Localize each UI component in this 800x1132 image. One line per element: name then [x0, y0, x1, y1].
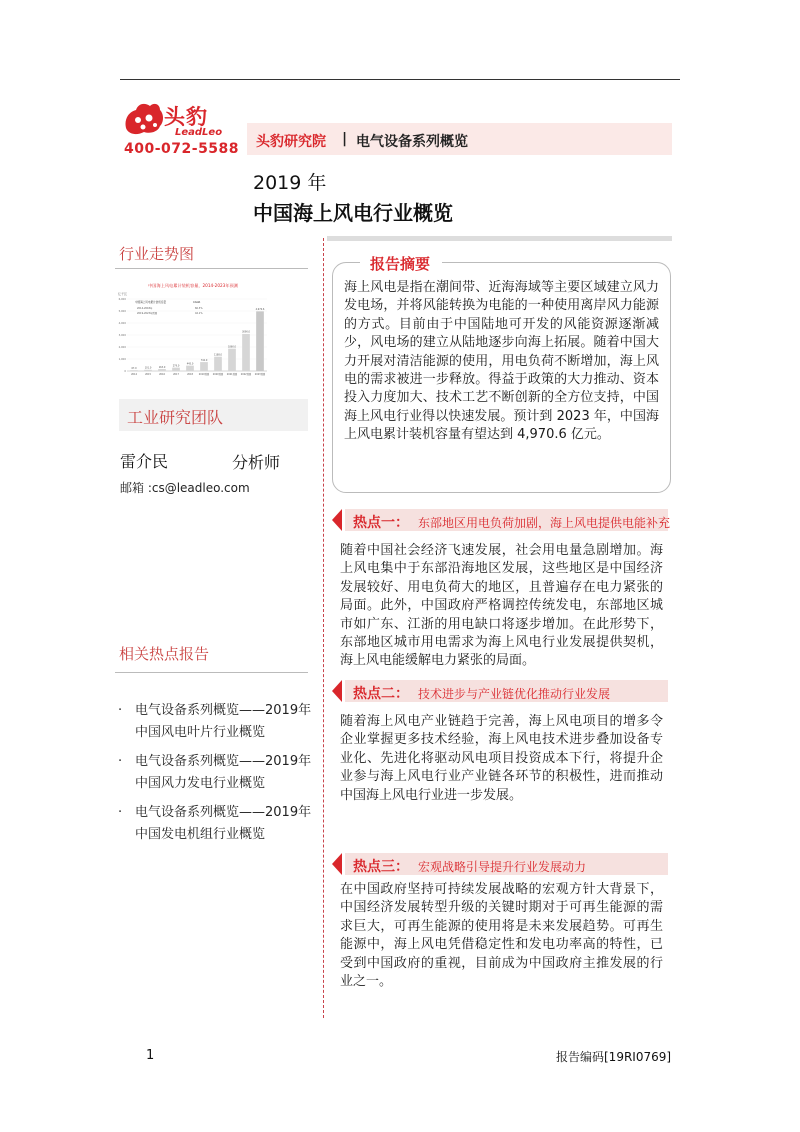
chart-x-tick-label: 2023预测 — [254, 373, 266, 376]
chart-data-label: 1188.0 — [213, 353, 223, 357]
chart-x-tick-label: 2015 — [145, 373, 151, 376]
analyst-name: 雷介民 — [120, 452, 169, 471]
brand-subtitle: LeadLeo — [175, 127, 223, 138]
chart-data-label: 4,970.6 — [255, 308, 265, 312]
related-report-item[interactable] — [118, 700, 313, 744]
chart-y-tick-label: 1,000 — [118, 358, 126, 361]
chart-bar — [228, 349, 236, 371]
chart-y-tick-label: 0 — [124, 370, 126, 373]
chart-x-tick-label: 2014 — [131, 373, 137, 376]
summary-text: 海上风电是指在潮间带、近海海域等主要区域建立风力发电场，并将风能转换为电能的一种使用离岸风力能源的方式。目前由于中国陆地可开发的风能资源逐渐减少，风电场的建立从陆地逐步向海上拓展。随着中国大力开展对清洁能源的使用，用电负荷不断增加，海上风电的需求被进一步释放。得益于政策的大力推动、资本投入力度加大、技术工艺不断创新的全方位支持，中国海上风电行业得以快速发展。预计到 2023 年，中国海上风电累计装机容量有望达到 4,970.6 亿元。 — [344, 280, 659, 443]
chart-x-tick-label: 2019预测 — [198, 373, 210, 376]
hotspot-1-subtitle: 东部地区用电负荷加剧，海上风电提供电能补充 — [418, 516, 670, 530]
related-report-link[interactable]: 电气设备系列概览——2019年中国发电机组行业概览 — [135, 805, 312, 842]
chart-y-tick-label: 4,000 — [118, 322, 126, 325]
chart-legend-period: 2014-2018年 — [137, 307, 153, 310]
chart-bar — [214, 357, 222, 371]
chart-data-label: 279.0 — [172, 364, 180, 368]
chart-bar — [242, 334, 250, 371]
chart-bar — [158, 369, 166, 371]
related-heading: 相关热点报告 — [119, 645, 210, 663]
hotspot-3-label: 热点三： — [353, 859, 409, 875]
brand-name: 头豹 — [164, 105, 208, 129]
chevron-left-icon — [332, 509, 342, 531]
page-title: 中国海上风电行业概览 — [253, 201, 453, 225]
report-code: 报告编码[19RI0769] — [556, 1050, 672, 1064]
chart-x-tick-label: 2021预测 — [226, 373, 238, 376]
chart-x-tick-label: 2017 — [173, 373, 179, 376]
related-report-link[interactable]: 电气设备系列概览——2019年中国风力发电行业概览 — [135, 754, 312, 791]
analyst-role: 分析师 — [232, 453, 281, 472]
chart-bar — [256, 311, 264, 371]
hotspot-2-subtitle: 技术进步与产业链优化推动行业发展 — [418, 687, 611, 701]
hotspot-2-text: 随着海上风电产业链趋于完善，海上风电项目的增多令企业掌握更多技术经验，海上风电技术进步叠加设备专业化、先进化将驱动风电项目投资成本下行，将提升企业参与海上风电行业产业链各环节的积极性，进而推动中国海上风电行业进一步发展。 — [340, 714, 663, 803]
chevron-left-icon — [332, 853, 342, 875]
chart-legend-value: 42.1% — [195, 312, 203, 315]
chart-y-tick-label: 2,000 — [118, 346, 126, 349]
chart-data-label: 3090.0 — [241, 330, 251, 334]
chart-legend-label: 中国海上风电累计装机容量 — [135, 301, 167, 304]
trend-chart — [115, 275, 275, 385]
chart-bar — [144, 370, 152, 371]
chart-x-tick-label: 2016 — [159, 373, 165, 376]
series-name: 电气设备系列概览 — [356, 134, 468, 150]
chart-x-tick-label: 2018 — [187, 373, 193, 376]
chart-bar — [130, 370, 138, 371]
chart-legend-cagr: CAGR — [193, 301, 201, 304]
chart-data-label: 445.0 — [186, 362, 194, 366]
analyst-email[interactable]: 邮箱 :cs@leadleo.com — [120, 481, 250, 495]
summary-title: 报告摘要 — [370, 255, 431, 273]
chart-data-label: 742.0 — [200, 358, 208, 362]
hotspot-2-label: 热点二： — [353, 686, 409, 702]
page-number: 1 — [146, 1048, 155, 1063]
hotspot-1-label: 热点一： — [353, 515, 409, 531]
chart-bar — [186, 366, 194, 371]
report-year: 2019 年 — [253, 172, 327, 194]
top-rule — [120, 79, 680, 80]
trend-heading: 行业走势图 — [119, 245, 195, 263]
chart-y-tick-label: 3,000 — [118, 334, 126, 337]
phone-number: 400-072-5588 — [124, 141, 240, 157]
chevron-left-icon — [332, 680, 342, 702]
related-heading-rule — [115, 672, 308, 673]
chart-legend — [135, 300, 203, 315]
chart-legend-period: 2019-2023年预测 — [137, 312, 158, 315]
chart-y-tick-label: 6,000 — [118, 298, 126, 301]
chart-ylabel: 亿千瓦 — [118, 292, 128, 296]
chart-x-tick-label: 2020预测 — [212, 373, 224, 376]
related-report-item[interactable] — [118, 802, 313, 846]
institute-name: 头豹研究院 — [256, 134, 326, 150]
column-divider — [323, 238, 324, 1018]
chart-bar — [200, 362, 208, 371]
hotspot-1-text: 随着中国社会经济飞速发展，社会用电量急剧增加。海上风电集中于东部沿海地区发展，这些地区是中国经济发展较好、用电负荷大的地区，且普遍存在电力紧张的局面。此外，中国政府严格调控传统发电，东部地区城市如广东、江浙的用电缺口将逐步增加。在此形势下，东部地区城市用电需求为海上风电行业发展提供契机，海上风电能缓解电力紧张的局面。 — [340, 543, 663, 669]
summary-top-bar — [327, 236, 672, 241]
chart-title: 中国海上风电累计装机容量，2014-2023年预测 — [148, 283, 238, 288]
hotspot-3-subtitle: 宏观战略引导提升行业发展动力 — [418, 860, 587, 874]
chart-bars — [130, 308, 266, 376]
bullet-icon: · — [118, 805, 123, 820]
chart-x-tick-label: 2022预测 — [240, 373, 252, 376]
hotspot-3-text: 在中国政府坚持可持续发展战略的宏观方针大背景下，中国经济发展转型升级的关键时期对于可再生能源的需求巨大，可再生能源的使用将是未来发展趋势。可再生能源中，海上风电凭借稳定性和发电功率高的特性，已受到中国政府的重视，目前成为中国政府主推发展的行业之一。 — [340, 882, 663, 990]
chart-data-label: 1860.0 — [227, 345, 237, 349]
chart-y-tick-label: 5,000 — [118, 310, 126, 313]
chart-data-label: 101.0 — [144, 366, 152, 370]
related-report-link[interactable]: 电气设备系列概览——2019年中国风电叶片行业概览 — [135, 703, 312, 740]
bullet-icon: · — [118, 754, 123, 769]
chart-data-label: 67.0 — [131, 366, 137, 370]
chart-legend-value: 60.3% — [195, 307, 203, 310]
trend-heading-rule — [115, 268, 308, 269]
bullet-icon: · — [118, 703, 123, 718]
chart-bar — [172, 368, 180, 371]
banner-separator: | — [342, 131, 348, 147]
chart-data-label: 163.0 — [158, 365, 166, 369]
related-report-item[interactable] — [118, 751, 313, 795]
team-heading: 工业研究团队 — [127, 408, 224, 427]
